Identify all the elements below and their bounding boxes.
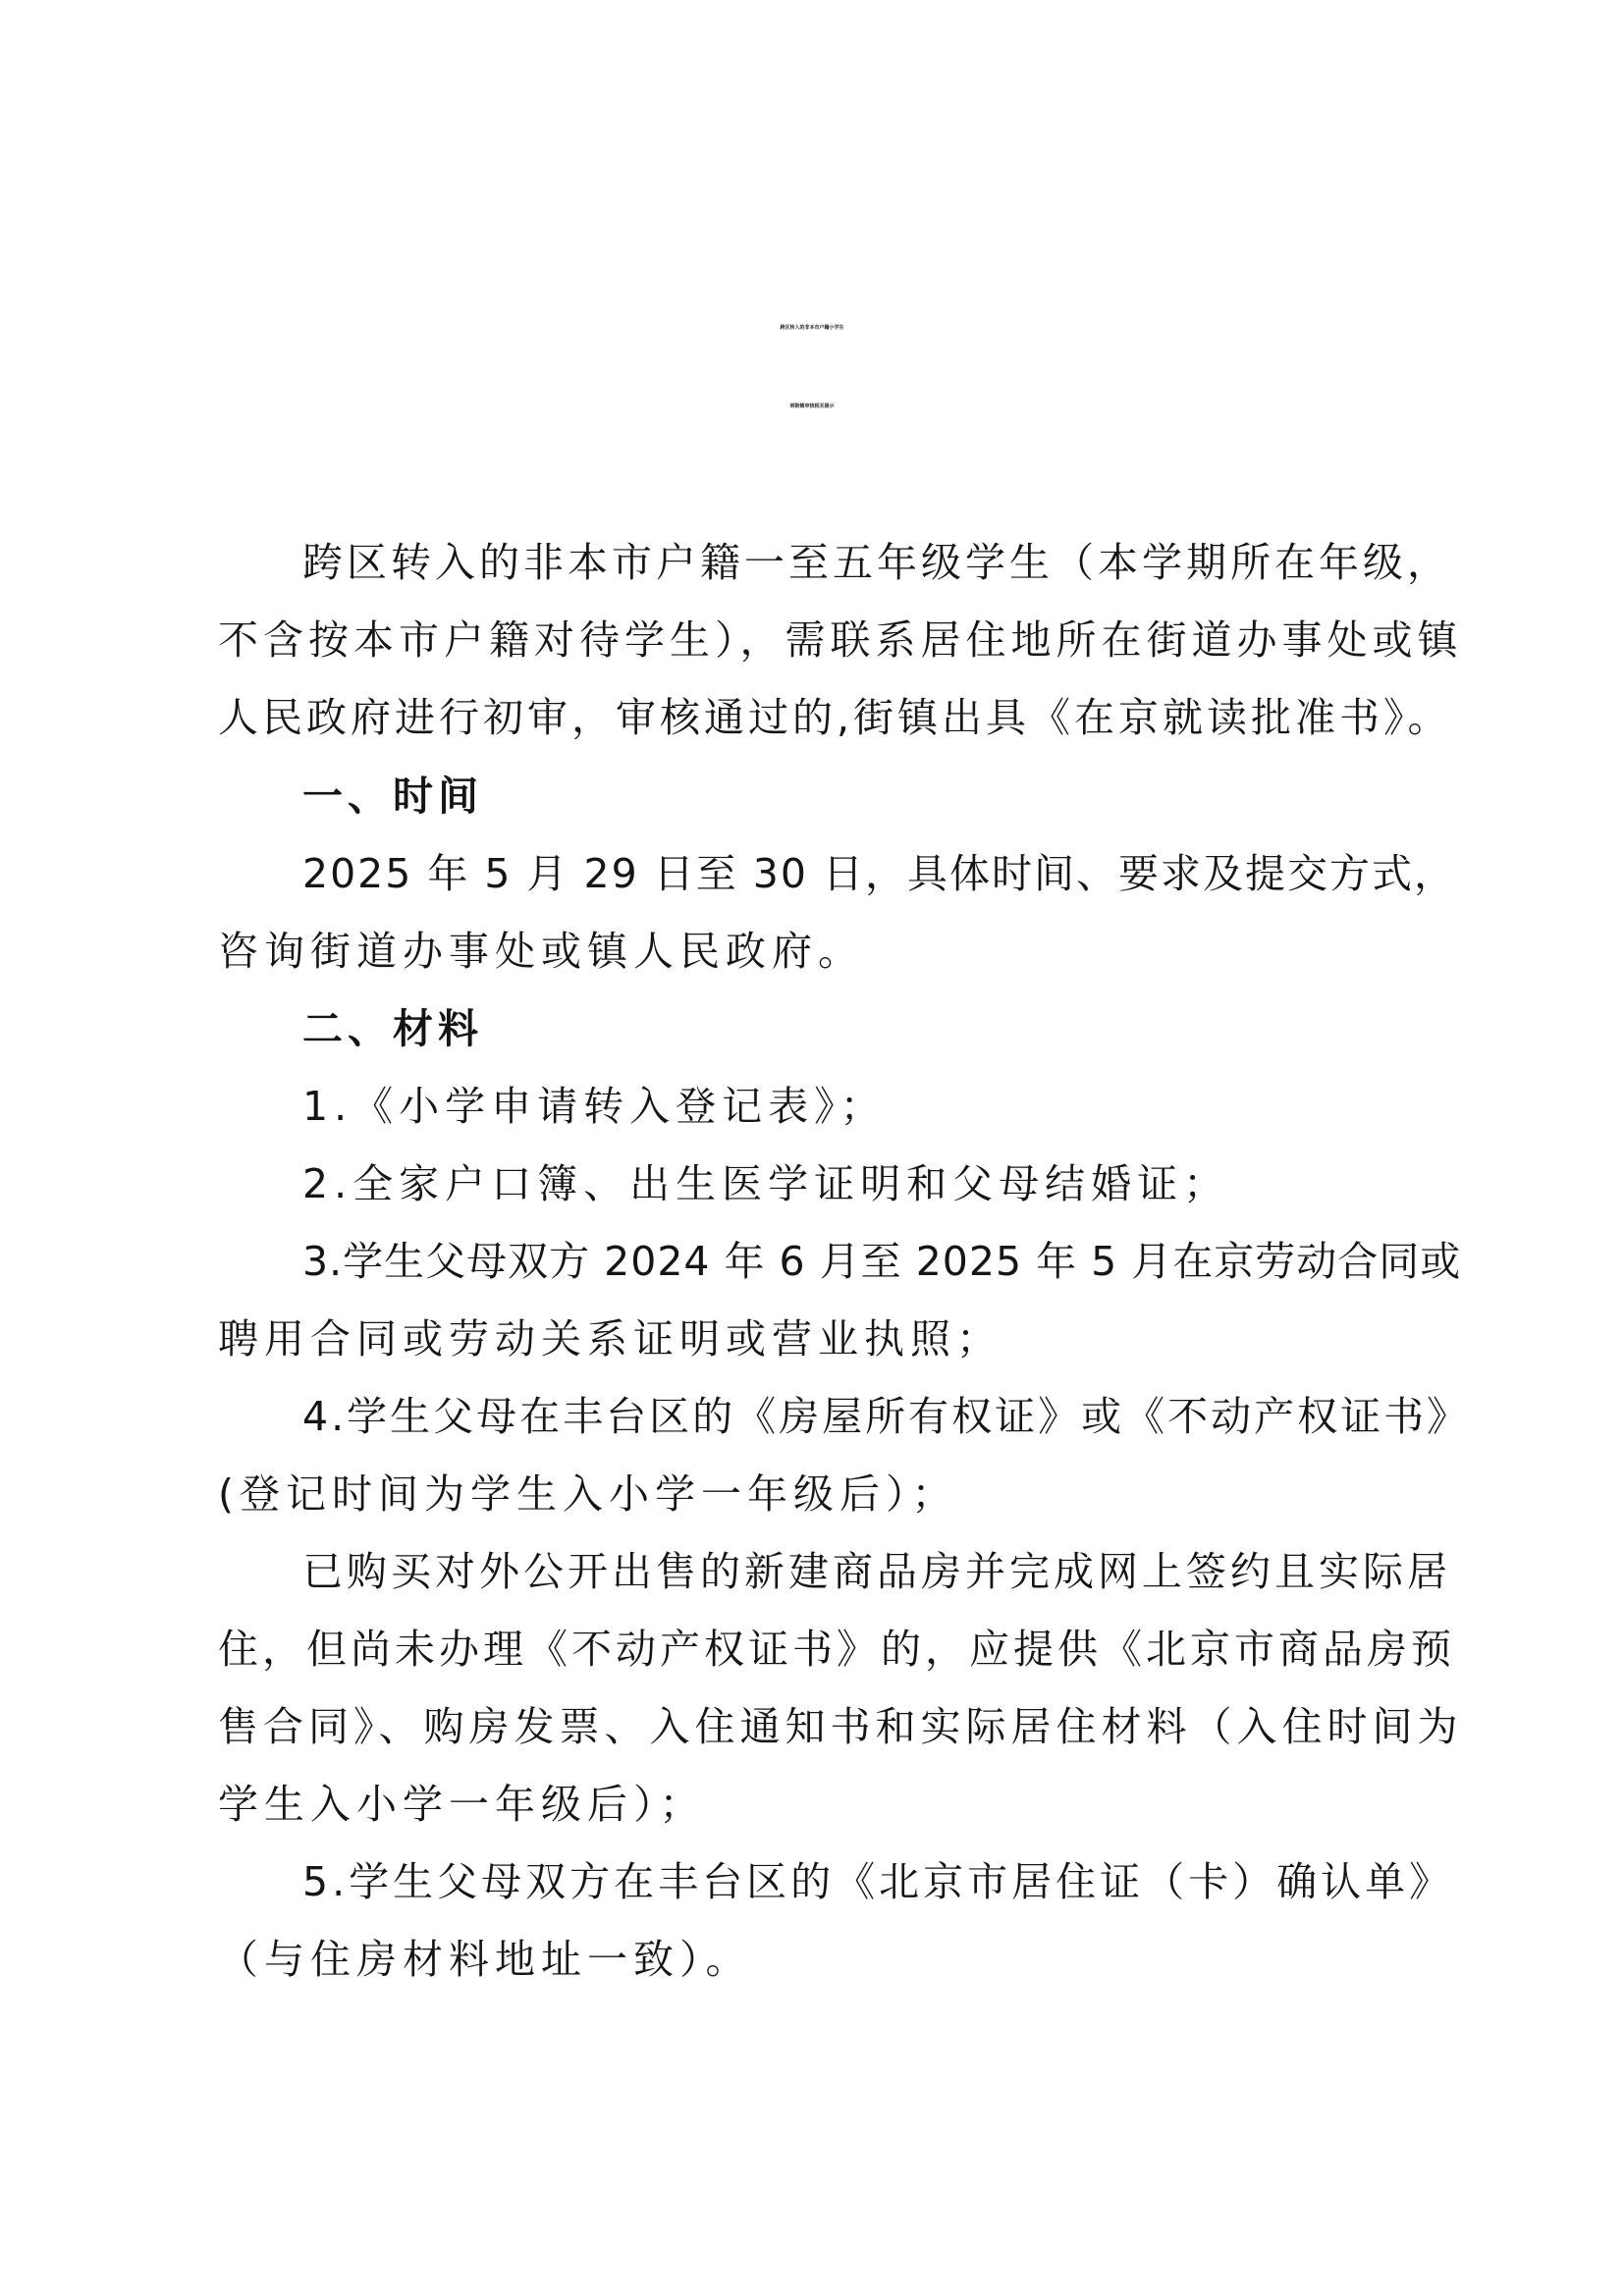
material-item-1: 1.《小学申请转入登记表》； [302, 1083, 887, 1130]
section-heading-time: 一、时间 [302, 773, 483, 820]
material-item-4-line-2: (登记时间为学生入小学一年级后）； [218, 1470, 958, 1518]
material-item-4-note-line-3: 售合同》、购房发票、入住通知书和实际居住材料（入住时间为 [218, 1703, 1463, 1750]
document-title-line-1: 跨区转入的非本市户籍小学生 [780, 325, 844, 331]
section-heading-materials: 二、材料 [302, 1005, 483, 1052]
material-item-4-note-line-1: 已购买对外公开出售的新建商品房并完成网上签约且实际居 [302, 1548, 1451, 1595]
intro-line-3: 人民政府进行初审，审核通过的,街镇出具《在京就读批准书》。 [218, 694, 1452, 741]
intro-line-1: 跨区转入的非本市户籍一至五年级学生（本学期所在年级， [302, 539, 1451, 586]
material-item-5-line-1: 5.学生父母双方在丰台区的《北京市居住证（卡）确认单》 [302, 1858, 1454, 1905]
time-line-1: 2025 年 5 月 29 日至 30 日，具体时间、要求及提交方式， [302, 850, 1456, 897]
intro-line-2: 不含按本市户籍对待学生），需联系居住地所在街道办事处或镇 [218, 616, 1463, 664]
document-title-line-2: 到街镇审核相关提示 [789, 403, 835, 409]
material-item-4-note-line-2: 住，但尚未办理《不动产权证书》的，应提供《北京市商品房预 [218, 1626, 1455, 1673]
material-item-4-line-1: 4.学生父母在丰台区的《房屋所有权证》或《不动产权证书》 [302, 1393, 1471, 1440]
material-item-5-line-2: （与住房材料地址一致）。 [218, 1936, 752, 1983]
material-item-2: 2.全家户口簿、出生医学证明和父母结婚证； [302, 1160, 1230, 1207]
material-item-4-note-line-4: 学生入小学一年级后）； [218, 1781, 706, 1828]
material-item-3-line-2: 聘用合同或劳动关系证明或营业执照； [218, 1315, 1002, 1362]
material-item-3-line-1: 3.学生父母双方 2024 年 6 月至 2025 年 5 月在京劳动合同或 [302, 1238, 1462, 1285]
time-line-2: 咨询街道办事处或镇人民政府。 [218, 928, 864, 975]
